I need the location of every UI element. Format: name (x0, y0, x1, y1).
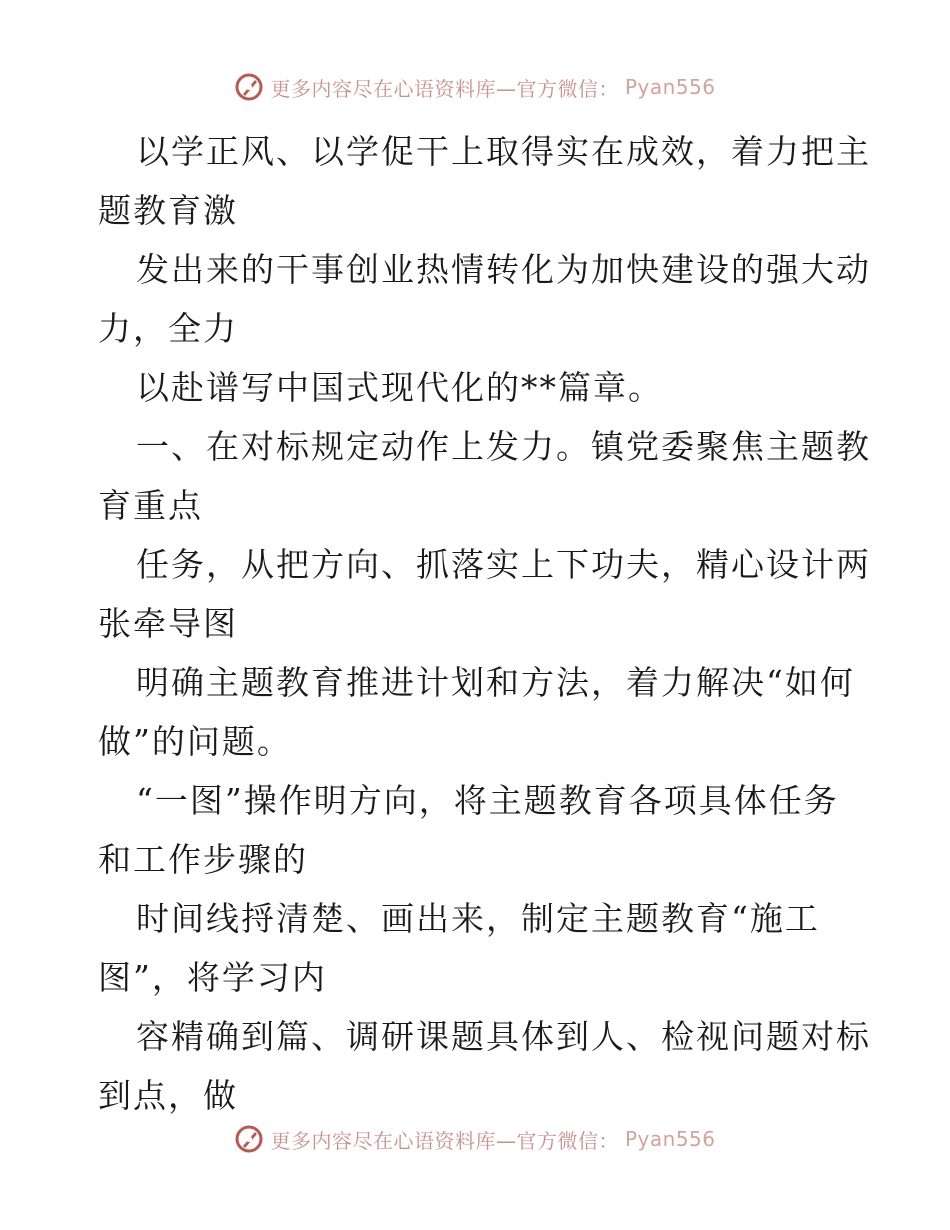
text-line: 图”，将学习内 (98, 958, 327, 997)
pen-logo-icon (234, 72, 264, 102)
text-line: 一、在对标规定动作上发力。镇党委聚焦主题教 (136, 427, 871, 466)
text-line: 力，全力 (98, 309, 238, 348)
header-watermark (0, 72, 950, 102)
text-line: 任务，从把方向、抓落实上下功夫，精心设计两 (136, 545, 871, 584)
text-line: 题教育激 (98, 191, 238, 230)
text-line: 以学正风、以学促干上取得实在成效，着力把主 (136, 132, 871, 171)
document-body (98, 122, 871, 1125)
text-line: 明确主题教育推进计划和方法，着力解决“如何 (136, 663, 855, 702)
text-line: 发出来的干事创业热情转化为加快建设的强大动 (136, 250, 871, 289)
text-line: “一图”操作明方向，将主题教育各项具体任务 (136, 781, 839, 820)
text-line: 到点，做 (98, 1076, 238, 1115)
text-line: 张牵导图 (98, 604, 238, 643)
pen-logo-icon (234, 1124, 264, 1154)
text-line: 和工作步骤的 (98, 840, 308, 879)
text-line: 以赴谱写中国式现代化的**篇章。 (136, 368, 663, 407)
text-line: 时间线捋清楚、画出来，制定主题教育“施工 (136, 899, 820, 938)
watermark-text: 更多内容尽在心语资料库—官方微信： (270, 1128, 619, 1153)
watermark-text: 更多内容尽在心语资料库—官方微信： (270, 76, 619, 101)
footer-watermark (0, 1124, 950, 1154)
text-line: 容精确到篇、调研课题具体到人、检视问题对标 (136, 1017, 871, 1056)
watermark-wechat-id: Pyan556 (624, 1127, 716, 1151)
watermark-wechat-id: Pyan556 (624, 75, 716, 99)
text-line: 做”的问题。 (98, 722, 292, 761)
text-line: 育重点 (98, 486, 203, 525)
